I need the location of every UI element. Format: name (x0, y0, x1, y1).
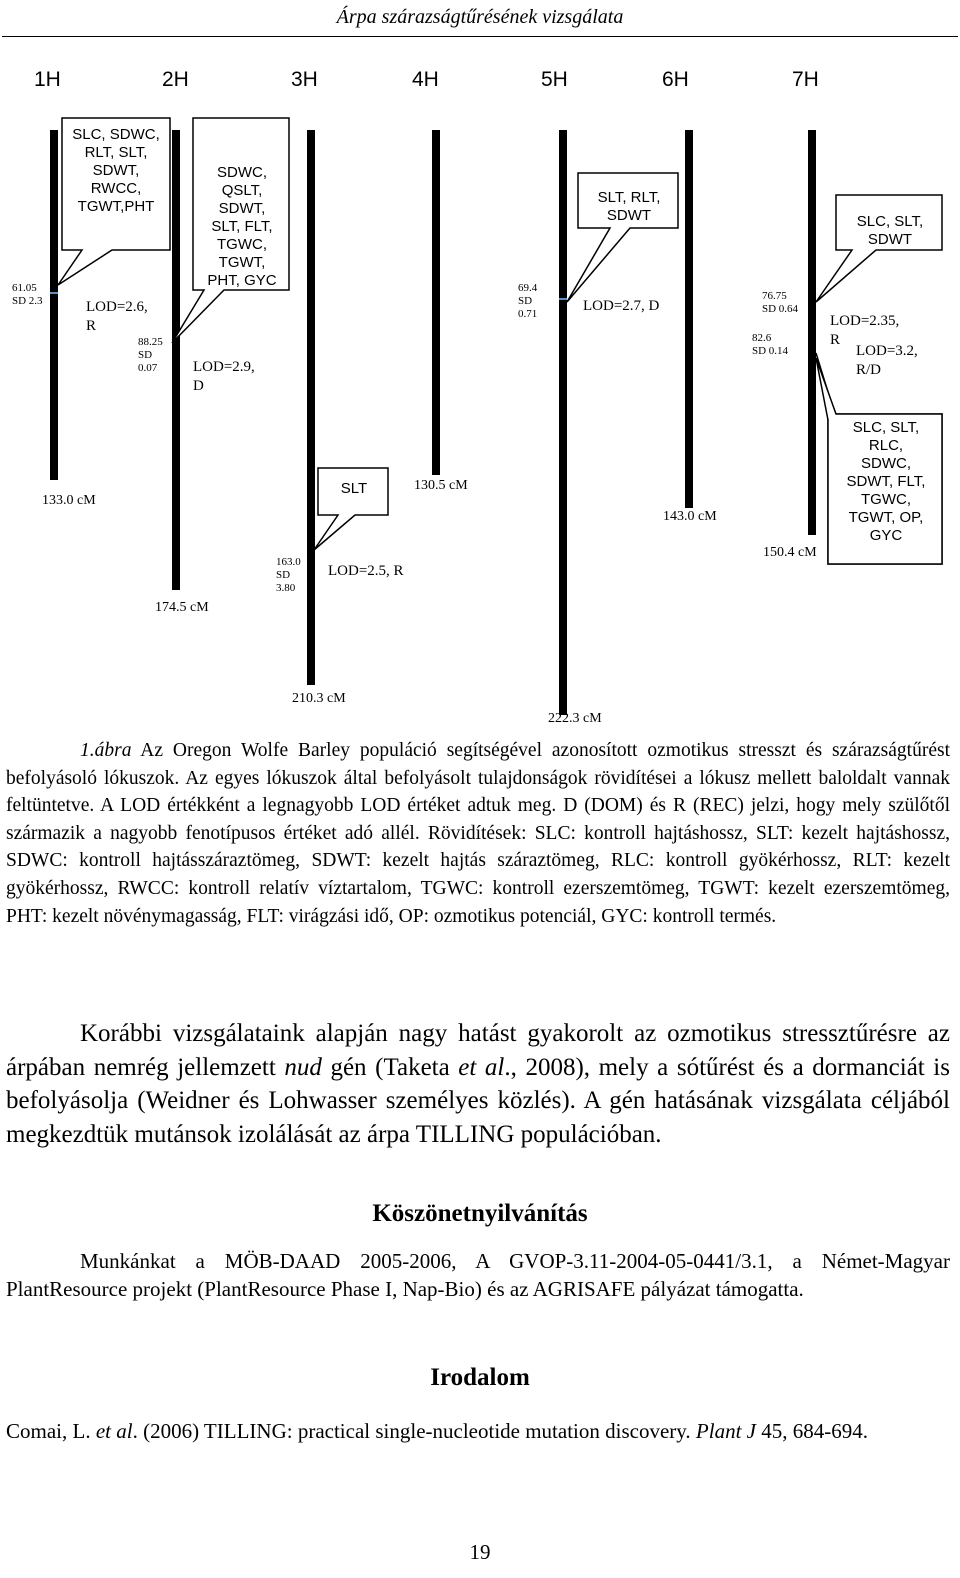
chromosome-label-7h: 7H (792, 68, 819, 91)
caption-text: Az Oregon Wolfe Barley populáció segítségével azonosított ozmotikus stresszt és szárazságtűrést befolyásoló lókuszok. Az egyes lókuszok által befolyásolt tulajdonságok rövidítései a lókusz mellett baloldalt vannak feltüntetve. A LOD értékként a legnagyobb LOD értéket adtuk meg. D (DOM) és R (REC) jelzi, hogy mely szülőtől származik a nagyobb fenotípusos értéket adó allél. Rövidítések: SLC: kontroll hajtáshossz, SLT: kezelt hajtáshossz, SDWC: kontroll hajtásszáraztömeg, SDWT: kezelt hajtás száraztömeg, RLC: kontroll gyökérhossz, RLT: kezelt gyökérhossz, RWCC: kontroll relatív víztartalom, TGWC: kontroll ezerszemtömeg, TGWT: kezelt ezerszemtömeg, PHT: kezelt növénymagasság, FLT: virágzási idő, OP: ozmotikus potenciál, GYC: kontroll termés. (6, 740, 950, 927)
chromosome-end-5h: 222.3 cM (548, 711, 602, 726)
callout-text-7h-lower: SLC, SLT, RLC, SDWC, SDWT, FLT, TGWC, TGWT, OP, GYC (846, 419, 926, 544)
figure-caption (6, 737, 950, 930)
callout-text-3h: SLT (340, 480, 368, 497)
chromosome-end-7h: 150.4 cM (763, 545, 817, 560)
lod-label-5h: LOD=2.7, D (583, 298, 660, 314)
callout-text-7h-upper: SLC, SLT, SDWT (856, 213, 924, 248)
callout-text-5h: SLT, RLT, SDWT (597, 189, 661, 224)
acknowledgement-text: Munkánkat a MÖB-DAAD 2005-2006, A GVOP-3.11-2004-05-0441/3.1, a Német-Magyar PlantResource projekt (PlantResource Phase I, Nap-Bio) és az AGRISAFE pályázat támogatta. (6, 1249, 950, 1301)
figure-label: 1.ábra (80, 740, 132, 761)
chromosome-end-6h: 143.0 cM (663, 509, 717, 524)
chromosome-end-4h: 130.5 cM (414, 478, 468, 493)
chromosome-end-2h: 174.5 cM (155, 600, 209, 615)
position-label-1h: 61.05 SD 2.3 (12, 282, 43, 307)
reference-item: Comai, L. et al. (2006) TILLING: practical single-nucleotide mutation discovery. Plant J 45, 684-694. (6, 1419, 868, 1443)
chromosome-label-4h: 4H (412, 68, 439, 91)
callout-text-1h: SLC, SDWC, RLT, SLT, SDWT, RWCC, TGWT,PHT (72, 126, 160, 215)
chromosome-label-3h: 3H (291, 68, 318, 91)
chromosome-label-5h: 5H (541, 68, 568, 91)
header-rule (2, 36, 958, 37)
lod-label-7h-b: LOD=3.2, R/D (856, 343, 918, 378)
chromosome-label-2h: 2H (162, 68, 189, 91)
journal-name: Plant J (695, 1419, 756, 1443)
lod-label-7h-a: LOD=2.35, R (830, 313, 900, 348)
acknowledgement-heading: Köszönetnyilvánítás (372, 1200, 588, 1227)
chromosome-end-1h: 133.0 cM (42, 493, 96, 508)
callout-text-2h: SDWC, QSLT, SDWT, SLT, FLT, TGWC, TGWT, PHT, GYC (207, 164, 277, 289)
position-label-7h-a: 76.75 SD 0.64 (762, 290, 799, 315)
body-paragraph: Korábbi vizsgálataink alapján nagy hatást gyakorolt az ozmotikus stressztűrésre az árpában nemrég jellemzett nud gén (Taketa et al., 2008), mely a sótűrést és a dormanciát is befolyásolja (Weidner és Lohwasser személyes közlés). A gén hatásának vizsgálata céljából megkezdtük mutánsok izolálását az árpa TILLING populációban. (6, 1020, 950, 1148)
lod-label-1h: LOD=2.6, R (86, 299, 148, 334)
position-label-7h-b: 82.6 SD 0.14 (752, 332, 789, 357)
running-head: Árpa szárazságtűrésének vizsgálata (336, 6, 624, 28)
gene-name: nud (284, 1053, 322, 1081)
chromosome-label-6h: 6H (662, 68, 689, 91)
page-number: 19 (469, 1540, 491, 1564)
position-label-2h: 88.25 SD 0.07 (138, 336, 163, 374)
lod-label-3h: LOD=2.5, R (328, 563, 404, 579)
qtl-figure (0, 40, 960, 740)
position-label-5h: 69.4 SD 0.71 (518, 282, 538, 320)
lod-label-2h: LOD=2.9, D (193, 359, 255, 394)
chromosome-end-3h: 210.3 cM (292, 691, 346, 706)
position-label-3h: 163.0 SD 3.80 (276, 556, 301, 594)
references-heading: Irodalom (430, 1364, 530, 1391)
chromosome-label-1h: 1H (34, 68, 61, 91)
